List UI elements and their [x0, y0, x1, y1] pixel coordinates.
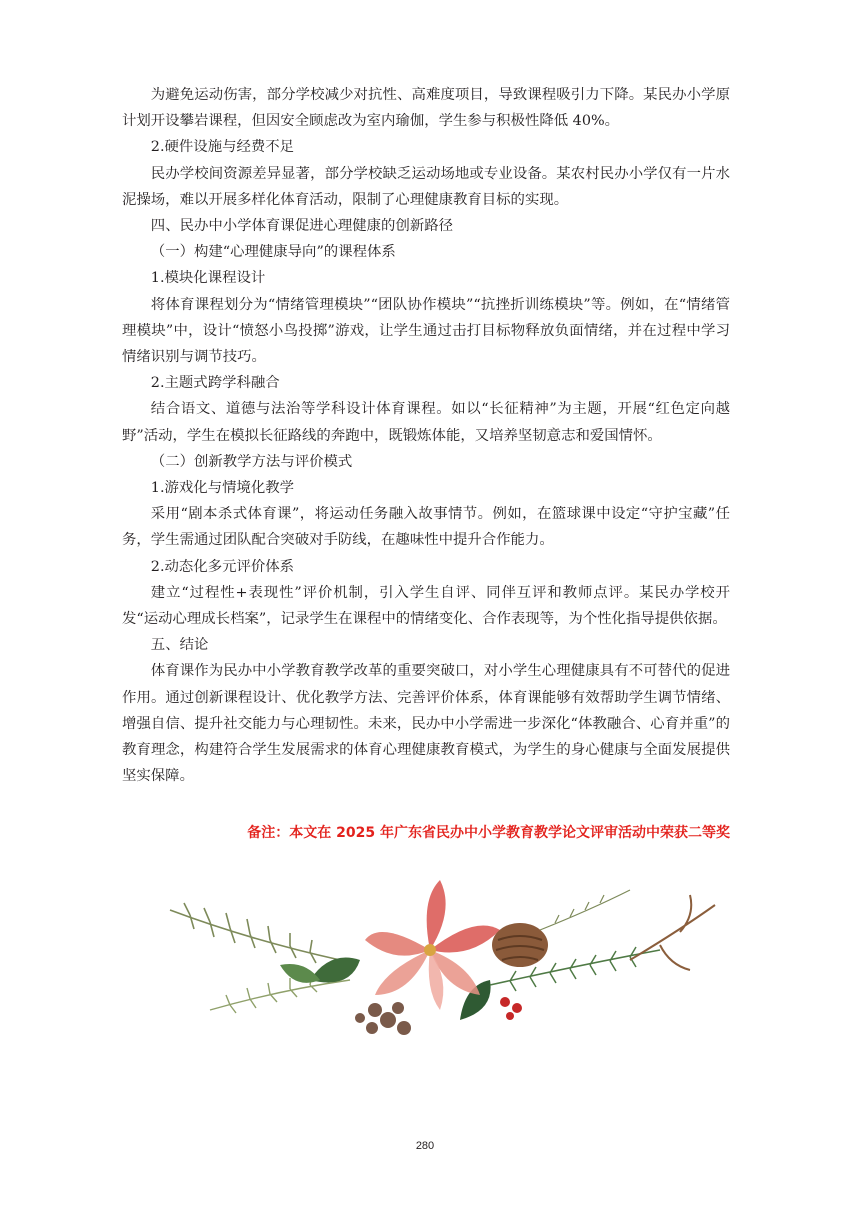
article-body — [122, 82, 730, 789]
award-note: 备注：本文在 2025 年广东省民办中小学教育教学论文评审活动中荣获二等奖 — [247, 825, 730, 841]
paragraph: 建立“过程性+表现性”评价机制，引入学生自评、同伴互评和教师点评。某民办学校开发“运动心理成长档案”，记录学生在课程中的情绪变化、合作表现等，为个性化指导提供依据。 — [122, 584, 730, 628]
section-heading: （二）创新教学方法与评价模式 — [150, 453, 353, 470]
berry-cluster — [355, 1002, 411, 1035]
section-heading: 四、民办中小学体育课促进心理健康的创新路径 — [150, 218, 454, 235]
red-berries — [500, 997, 522, 1020]
paragraph: 为避免运动伤害，部分学校减少对抗性、高难度项目，导致课程吸引力下降。某民办小学原计划开设攀岩课程，但因安全顾虑改为室内瑜伽，学生参与积极性降低 40%。 — [122, 87, 730, 130]
paragraph: 体育课作为民办中小学教育教学改革的重要突破口，对小学生心理健康具有不可替代的促进作用。通过创新课程设计、优化教学方法、完善评价体系，体育课能够有效帮助学生调节情绪、增强自信、提升社交能力与心理韧性。未来，民办中小学需进一步深化“体教融合、心育并重”的教育理念，构建符合学生发展需求的体育心理健康教育模式，为学生的身心健康与全面发展提供坚实保障。 — [122, 663, 730, 785]
section-heading: （一）构建“心理健康导向”的课程体系 — [150, 244, 396, 261]
fern-sprig-left — [170, 903, 340, 963]
holly-leaf — [280, 964, 320, 983]
section-heading: 2.动态化多元评价体系 — [150, 558, 295, 575]
section-heading: 1.模块化课程设计 — [150, 270, 266, 287]
paragraph: 结合语文、道德与法治等学科设计体育课程。如以“长征精神”为主题，开展“红色定向越野”活动，学生在模拟长征路线的奔跑中，既锻炼体能，又培养坚韧意志和爱国情怀。 — [122, 401, 730, 444]
section-heading: 五、结论 — [150, 637, 209, 654]
pinecone-icon — [492, 923, 548, 967]
paragraph: 将体育课程划分为“情绪管理模块”“团队协作模块”“抗挫折训练模块”等。例如，在“情绪管理模块”中，设计“愤怒小鸟投掷”游戏，让学生通过击打目标物释放负面情绪，并在过程中学习情绪识别与调节技巧。 — [122, 296, 730, 366]
section-heading: 2.主题式跨学科融合 — [150, 375, 280, 392]
paragraph: 民办学校间资源差异显著，部分学校缺乏运动场地或专业设备。某农村民办小学仅有一片水泥操场，难以开展多样化体育活动，限制了心理健康教育目标的实现。 — [122, 165, 730, 208]
section-heading: 1.游戏化与情境化教学 — [150, 480, 295, 497]
paragraph: 采用“剧本杀式体育课”，将运动任务融入故事情节。例如，在篮球课中设定“守护宝藏”任务，学生需通过团队配合突破对手防线，在趣味性中提升合作能力。 — [122, 506, 730, 549]
twig — [630, 895, 715, 970]
eucalyptus-sprig — [540, 890, 630, 930]
section-heading: 2.硬件设施与经费不足 — [150, 139, 295, 156]
page-number: 280 — [415, 1140, 435, 1152]
floral-decoration-image — [160, 870, 730, 1070]
